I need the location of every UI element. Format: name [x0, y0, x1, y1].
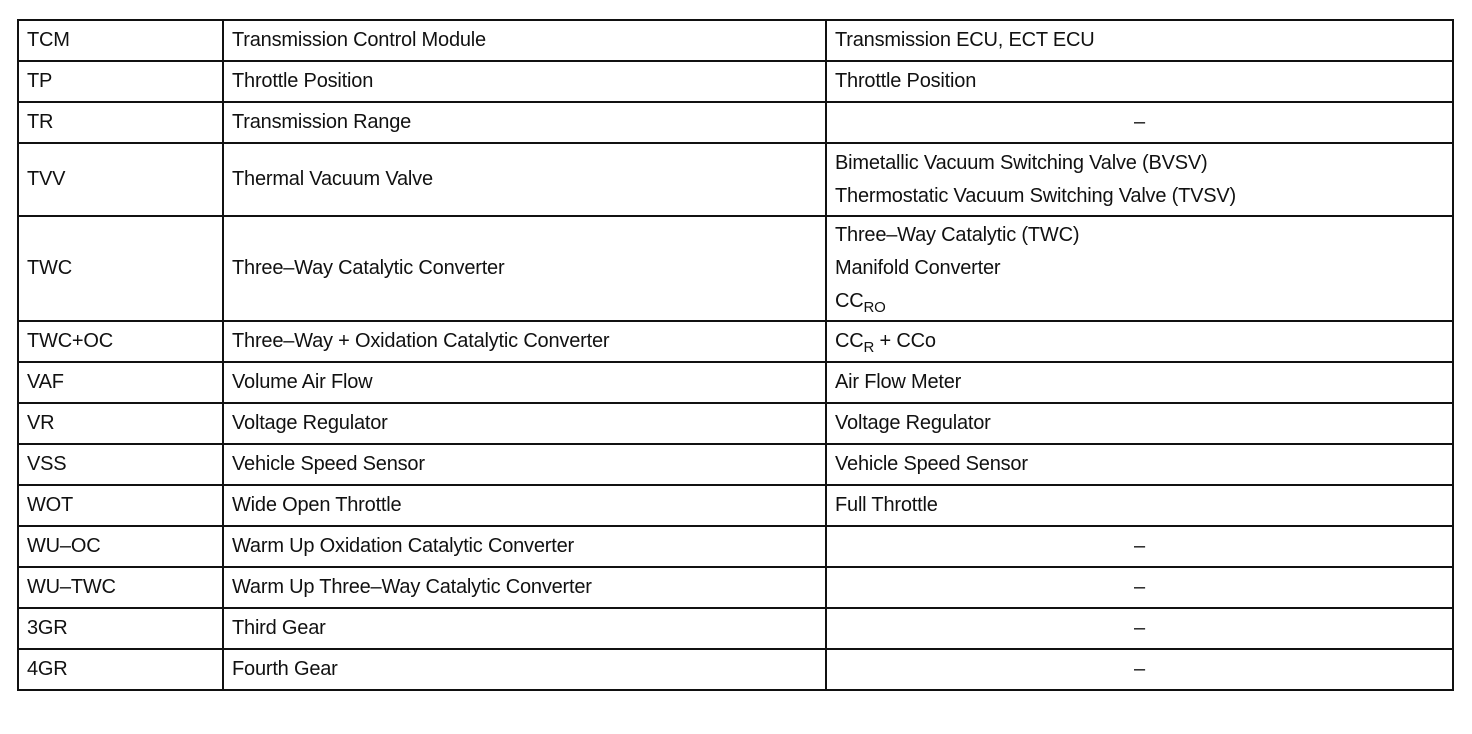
table-row — [18, 362, 1453, 403]
equivalent-cell: Transmission ECU, ECT ECU — [826, 20, 1453, 61]
equivalent-subscript: RO — [863, 299, 886, 316]
table-row — [18, 143, 1453, 216]
equivalent-line — [835, 285, 1444, 318]
term-cell: Transmission Control Module — [223, 20, 826, 61]
abbreviation-cell: TVV — [18, 143, 223, 216]
term-cell: Third Gear — [223, 608, 826, 649]
table-row — [18, 526, 1453, 567]
term-cell: Transmission Range — [223, 102, 826, 143]
equivalent-cell: – — [826, 567, 1453, 608]
abbreviation-cell: WU–OC — [18, 526, 223, 567]
abbreviation-cell: VR — [18, 403, 223, 444]
term-cell: Three–Way Catalytic Converter — [223, 216, 826, 321]
table-row — [18, 444, 1453, 485]
equivalent-cell: – — [826, 608, 1453, 649]
table-row — [18, 567, 1453, 608]
term-cell: Warm Up Three–Way Catalytic Converter — [223, 567, 826, 608]
equivalent-cell — [826, 321, 1453, 362]
equivalent-line: Bimetallic Vacuum Switching Valve (BVSV) — [835, 151, 1208, 174]
table-row — [18, 20, 1453, 61]
equivalent-base-text: CC — [835, 290, 864, 312]
table-row — [18, 608, 1453, 649]
equivalent-cell: – — [826, 526, 1453, 567]
term-cell: Wide Open Throttle — [223, 485, 826, 526]
equivalent-base-text: CC — [835, 330, 864, 352]
equivalent-cell: Air Flow Meter — [826, 362, 1453, 403]
abbreviation-table — [17, 19, 1454, 691]
term-cell: Fourth Gear — [223, 649, 826, 690]
equivalent-cell: – — [826, 649, 1453, 690]
table-row — [18, 102, 1453, 143]
equivalent-subscript: R — [863, 339, 875, 356]
table-row — [18, 649, 1453, 690]
equivalent-cell: – — [826, 102, 1453, 143]
term-cell: Throttle Position — [223, 61, 826, 102]
abbreviation-cell: TWC — [18, 216, 223, 321]
abbreviation-cell: TP — [18, 61, 223, 102]
equivalent-cell — [826, 216, 1453, 321]
table-row — [18, 216, 1453, 321]
abbreviation-cell: WOT — [18, 485, 223, 526]
equivalent-cell: Full Throttle — [826, 485, 1453, 526]
equivalent-cell: Voltage Regulator — [826, 403, 1453, 444]
term-cell: Voltage Regulator — [223, 403, 826, 444]
abbreviation-cell: WU–TWC — [18, 567, 223, 608]
term-cell: Warm Up Oxidation Catalytic Converter — [223, 526, 826, 567]
table-row — [18, 485, 1453, 526]
equivalent-line: Three–Way Catalytic (TWC) — [835, 224, 1080, 246]
equivalent-cell — [826, 143, 1453, 216]
abbreviation-table-container — [17, 19, 1452, 691]
abbreviation-cell: TR — [18, 102, 223, 143]
term-cell: Volume Air Flow — [223, 362, 826, 403]
abbreviation-cell: VSS — [18, 444, 223, 485]
equivalent-cell: Vehicle Speed Sensor — [826, 444, 1453, 485]
equivalent-line: Thermostatic Vacuum Switching Valve (TVSV) — [835, 184, 1236, 207]
abbreviation-cell: 4GR — [18, 649, 223, 690]
abbreviation-cell: TCM — [18, 20, 223, 61]
term-cell: Vehicle Speed Sensor — [223, 444, 826, 485]
abbreviation-cell: TWC+OC — [18, 321, 223, 362]
term-cell: Thermal Vacuum Valve — [223, 143, 826, 216]
table-row — [18, 61, 1453, 102]
equivalent-suffix-text: + CCo — [874, 330, 936, 352]
equivalent-cell: Throttle Position — [826, 61, 1453, 102]
abbreviation-cell: 3GR — [18, 608, 223, 649]
table-row — [18, 321, 1453, 362]
term-cell: Three–Way + Oxidation Catalytic Converter — [223, 321, 826, 362]
abbreviation-cell: VAF — [18, 362, 223, 403]
equivalent-line: Manifold Converter — [835, 257, 1001, 279]
table-row — [18, 403, 1453, 444]
